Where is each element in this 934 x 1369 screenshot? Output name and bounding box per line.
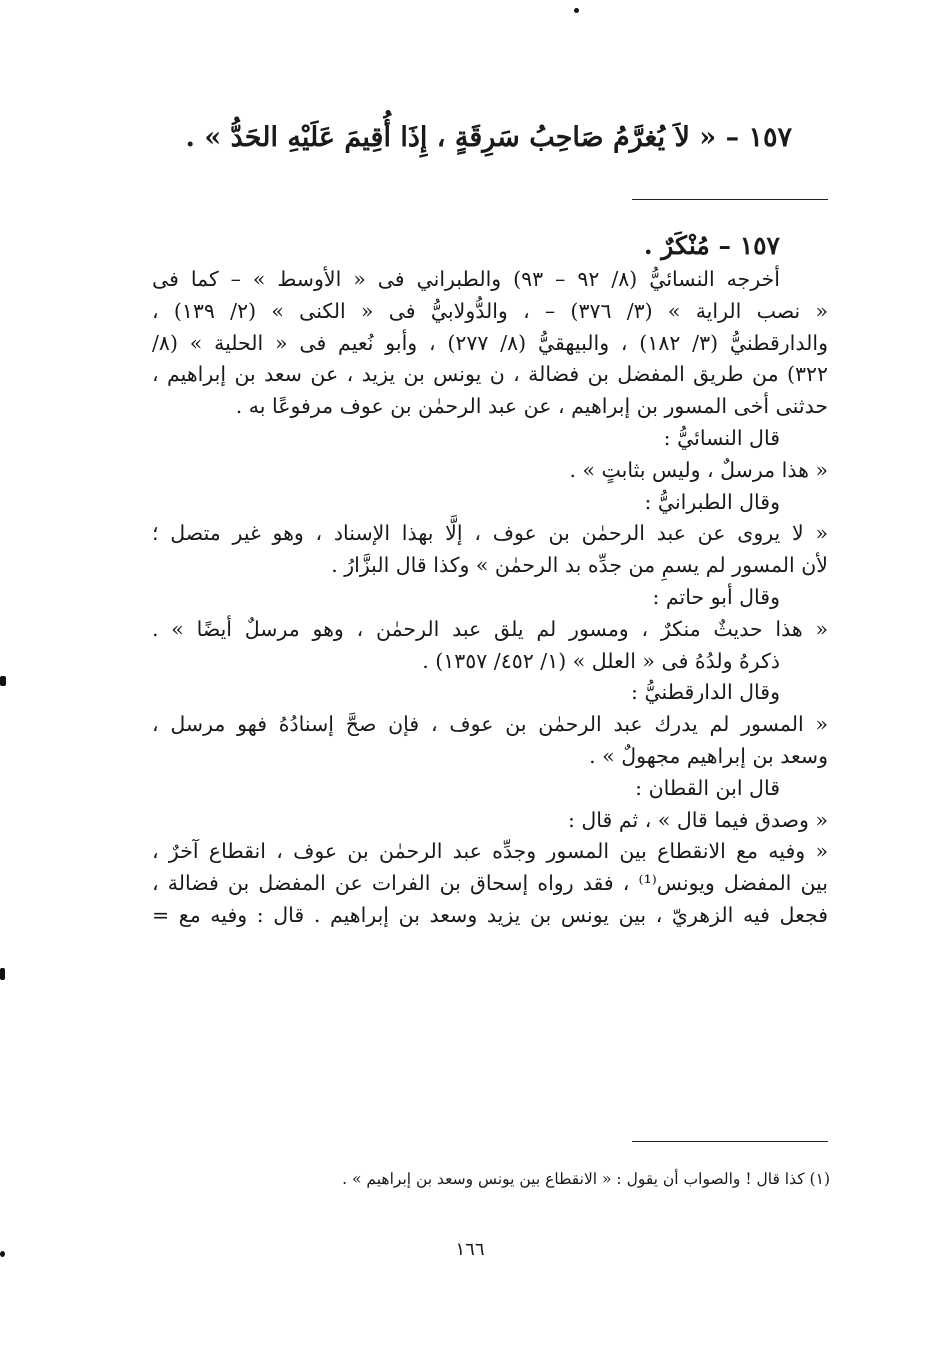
footnote-separator-rule	[632, 1141, 828, 1142]
text-line: وقال أبو حاتم :	[652, 584, 780, 609]
commentary-body	[152, 228, 828, 932]
text-line: ٣٢٢) من طريق المفضل بن فضالة ، ن يونس بن يزيد ، عن سعد بن إبراهيم ،	[152, 362, 828, 387]
text-line: قال النسائيُّ :	[663, 425, 780, 450]
text-line: « لا يروى عن عبد الرحمٰن بن عوف ، إلَّا بهذا الإسناد ، وهو غير متصل ؛	[152, 521, 828, 546]
title-separator-rule	[632, 199, 828, 200]
text-line: « نصب الراية » (٣/ ٣٧٦) – ، والدُّولابيُّ فى « الكنى » (٢/ ١٣٩) ،	[152, 298, 828, 323]
scan-speck	[0, 1251, 5, 1257]
scan-speck	[0, 676, 6, 686]
hadith-grade-heading: ١٥٧ – مُنْكَرٌ .	[643, 231, 780, 260]
text-line: حدثنى أخى المسور بن إبراهيم ، عن عبد الرحمٰن بن عوف مرفوعًا به .	[235, 394, 828, 419]
text-line: « هذا حديثٌ منكرٌ ، ومسور لم يلق عبد الرحمٰن ، وهو مرسلٌ أيضًا » .	[152, 616, 828, 641]
text-line: وقال الطبرانيُّ :	[644, 489, 780, 514]
text-line: « المسور لم يدرك عبد الرحمٰن بن عوف ، فإن صحَّ إسنادُهُ فهو مرسل ،	[152, 712, 828, 737]
text-line: ذكرهُ ولدُهُ فى « العلل » (١/ ٤٥٢/ ١٣٥٧) .	[422, 648, 780, 673]
text-line: وسعد بن إبراهيم مجهولٌ » .	[589, 743, 828, 768]
text-line: « هذا مرسلٌ ، وليس بثابتٍ » .	[569, 457, 828, 482]
text-line: قال ابن القطان :	[635, 775, 780, 800]
text-line: « وفيه مع الانقطاع بين المسور وجدِّه عبد الرحمٰن بن عوف ، انقطاع آخرٌ ،	[152, 839, 828, 864]
text-line: « وصدق فيما قال » ، ثم قال :	[567, 807, 828, 832]
text-line: بين المفضل ويونس⁽¹⁾ ، فقد رواه إسحاق بن الفرات عن المفضل بن فضالة ،	[152, 871, 828, 896]
page-number: ١٦٦	[455, 1239, 485, 1260]
text-line: والدارقطنيُّ (٣/ ١٨٢) ، والبيهقيُّ (٨/ ٢٧٧) ، وأبو نُعيم فى « الحلية » (٨/	[152, 330, 828, 355]
scan-speck	[574, 8, 579, 13]
text-line: لأن المسور لم يسمِ من جدِّه بد الرحمٰن » وكذا قال البزَّارُ .	[331, 553, 828, 578]
footnote: (١) كذا قال ! والصواب أن يقول : « الانقطاع بين يونس وسعد بن إبراهيم » .	[342, 1170, 830, 1188]
text-line: وقال الدارقطنيُّ :	[631, 680, 780, 705]
hadith-title: ١٥٧ – « لاَ يُغرَّمُ صَاحِبُ سَرِقَةٍ ، إِذَا أُقِيمَ عَلَيْهِ الحَدُّ » .	[185, 122, 792, 153]
text-line: فجعل فيه الزهريّ ، بين يونس بن يزيد وسعد بن إبراهيم . قال : وفيه مع =	[152, 902, 828, 927]
text-line: أخرجه النسائيُّ (٨/ ٩٢ – ٩٣) والطبراني فى « الأوسط » – كما فى	[152, 267, 780, 291]
scan-speck	[0, 968, 5, 980]
